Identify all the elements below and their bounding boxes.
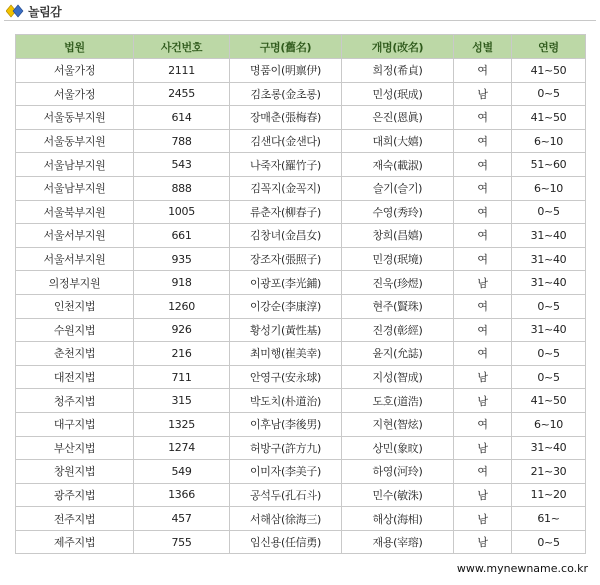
new-name-cell: 해상(海相) — [342, 507, 454, 531]
gender-cell: 여 — [454, 318, 512, 342]
gender-cell: 남 — [454, 389, 512, 413]
new-name-cell: 수영(秀玲) — [342, 200, 454, 224]
gender-cell: 여 — [454, 460, 512, 484]
old-name-cell: 김창녀(金昌女) — [230, 224, 342, 248]
gender-cell: 남 — [454, 530, 512, 554]
case-number-cell: 1260 — [134, 294, 230, 318]
age-cell: 41~50 — [512, 59, 586, 83]
case-number-cell: 614 — [134, 106, 230, 130]
age-cell: 0~5 — [512, 82, 586, 106]
new-name-cell: 창희(昌嬉) — [342, 224, 454, 248]
old-name-cell: 장매춘(張梅春) — [230, 106, 342, 130]
age-cell: 31~40 — [512, 224, 586, 248]
table-row — [16, 507, 586, 531]
old-name-cell: 김꼭지(金꼭지) — [230, 176, 342, 200]
gender-cell: 남 — [454, 507, 512, 531]
gender-cell: 여 — [454, 106, 512, 130]
case-number-cell: 1325 — [134, 412, 230, 436]
header-divider — [4, 20, 596, 21]
case-number-cell: 888 — [134, 176, 230, 200]
case-number-cell: 457 — [134, 507, 230, 531]
old-name-cell: 안영구(安永球) — [230, 365, 342, 389]
age-cell: 6~10 — [512, 129, 586, 153]
table-row — [16, 200, 586, 224]
table-header-row — [16, 35, 586, 59]
case-number-cell: 918 — [134, 271, 230, 295]
age-cell: 0~5 — [512, 200, 586, 224]
table-row — [16, 483, 586, 507]
court-cell: 청주지법 — [16, 389, 134, 413]
new-name-cell: 진경(彰經) — [342, 318, 454, 342]
new-name-cell: 민경(珉境) — [342, 247, 454, 271]
gender-cell: 여 — [454, 342, 512, 366]
table-row — [16, 389, 586, 413]
old-name-cell: 명품이(明禀伊) — [230, 59, 342, 83]
old-name-cell: 이강순(李康淳) — [230, 294, 342, 318]
new-name-cell: 재용(宰瑢) — [342, 530, 454, 554]
court-cell: 서울동부지원 — [16, 106, 134, 130]
new-name-cell: 현주(賢珠) — [342, 294, 454, 318]
table-row — [16, 436, 586, 460]
case-number-cell: 543 — [134, 153, 230, 177]
old-name-cell: 김초롱(金초롱) — [230, 82, 342, 106]
new-name-cell: 슬기(슬기) — [342, 176, 454, 200]
column-header-court: 법원 — [16, 35, 134, 59]
column-header-old-name: 구명(舊名) — [230, 35, 342, 59]
column-header-new-name: 개명(改名) — [342, 35, 454, 59]
new-name-cell: 도호(道浩) — [342, 389, 454, 413]
case-number-cell: 315 — [134, 389, 230, 413]
case-number-cell: 2455 — [134, 82, 230, 106]
table-row — [16, 318, 586, 342]
section-title: 놀림감 — [28, 4, 62, 19]
footer-url: www.mynewname.co.kr — [456, 562, 588, 575]
gender-cell: 여 — [454, 129, 512, 153]
case-number-cell: 1005 — [134, 200, 230, 224]
old-name-cell: 나죽자(羅竹子) — [230, 153, 342, 177]
case-number-cell: 1274 — [134, 436, 230, 460]
age-cell: 31~40 — [512, 247, 586, 271]
court-cell: 대전지법 — [16, 365, 134, 389]
case-number-cell: 1366 — [134, 483, 230, 507]
table-row — [16, 224, 586, 248]
court-cell: 수원지법 — [16, 318, 134, 342]
new-name-cell: 민수(敏洙) — [342, 483, 454, 507]
age-cell: 51~60 — [512, 153, 586, 177]
gender-cell: 남 — [454, 365, 512, 389]
gender-cell: 여 — [454, 224, 512, 248]
gender-cell: 남 — [454, 82, 512, 106]
court-cell: 서울가정 — [16, 59, 134, 83]
column-header-age: 연령 — [512, 35, 586, 59]
age-cell: 0~5 — [512, 365, 586, 389]
age-cell: 0~5 — [512, 294, 586, 318]
old-name-cell: 황성기(黃性基) — [230, 318, 342, 342]
age-cell: 6~10 — [512, 412, 586, 436]
new-name-cell: 지현(智炫) — [342, 412, 454, 436]
age-cell: 31~40 — [512, 436, 586, 460]
age-cell: 0~5 — [512, 530, 586, 554]
table-row — [16, 176, 586, 200]
new-name-cell: 윤지(允誌) — [342, 342, 454, 366]
case-number-cell: 926 — [134, 318, 230, 342]
case-number-cell: 2111 — [134, 59, 230, 83]
table-row — [16, 59, 586, 83]
court-cell: 인천지법 — [16, 294, 134, 318]
old-name-cell: 최미행(崔美幸) — [230, 342, 342, 366]
age-cell: 31~40 — [512, 318, 586, 342]
new-name-cell: 민성(珉成) — [342, 82, 454, 106]
table-row — [16, 530, 586, 554]
age-cell: 0~5 — [512, 342, 586, 366]
court-cell: 서울동부지원 — [16, 129, 134, 153]
old-name-cell: 이광포(李光鋪) — [230, 271, 342, 295]
old-name-cell: 임신용(任信勇) — [230, 530, 342, 554]
age-cell: 6~10 — [512, 176, 586, 200]
court-cell: 춘천지법 — [16, 342, 134, 366]
case-number-cell: 755 — [134, 530, 230, 554]
court-cell: 대구지법 — [16, 412, 134, 436]
case-number-cell: 788 — [134, 129, 230, 153]
table-row — [16, 153, 586, 177]
court-cell: 서울남부지원 — [16, 153, 134, 177]
gender-cell: 남 — [454, 271, 512, 295]
new-name-cell: 은진(恩眞) — [342, 106, 454, 130]
court-cell: 서울북부지원 — [16, 200, 134, 224]
table-body — [16, 59, 586, 554]
new-name-cell: 상민(象旼) — [342, 436, 454, 460]
name-change-table — [15, 34, 586, 554]
table-row — [16, 129, 586, 153]
new-name-cell: 진욱(珍煜) — [342, 271, 454, 295]
age-cell: 21~30 — [512, 460, 586, 484]
column-header-case-number: 사건번호 — [134, 35, 230, 59]
court-cell: 제주지법 — [16, 530, 134, 554]
gender-cell: 여 — [454, 153, 512, 177]
table-row — [16, 365, 586, 389]
column-header-gender: 성별 — [454, 35, 512, 59]
case-number-cell: 711 — [134, 365, 230, 389]
gender-cell: 여 — [454, 247, 512, 271]
court-cell: 광주지법 — [16, 483, 134, 507]
gender-cell: 여 — [454, 294, 512, 318]
new-name-cell: 희정(希貞) — [342, 59, 454, 83]
court-cell: 의정부지원 — [16, 271, 134, 295]
table-row — [16, 460, 586, 484]
age-cell: 41~50 — [512, 106, 586, 130]
old-name-cell: 서해삼(徐海三) — [230, 507, 342, 531]
table-row — [16, 271, 586, 295]
age-cell: 61~ — [512, 507, 586, 531]
case-number-cell: 661 — [134, 224, 230, 248]
gender-cell: 여 — [454, 412, 512, 436]
old-name-cell: 박도치(朴道治) — [230, 389, 342, 413]
table-row — [16, 294, 586, 318]
court-cell: 서울서부지원 — [16, 247, 134, 271]
age-cell: 31~40 — [512, 271, 586, 295]
new-name-cell: 대희(大嬉) — [342, 129, 454, 153]
age-cell: 11~20 — [512, 483, 586, 507]
old-name-cell: 장조자(張照子) — [230, 247, 342, 271]
table-row — [16, 82, 586, 106]
gender-cell: 여 — [454, 200, 512, 224]
old-name-cell: 김샌다(金샌다) — [230, 129, 342, 153]
new-name-cell: 하영(河玲) — [342, 460, 454, 484]
new-name-cell: 재숙(載淑) — [342, 153, 454, 177]
court-cell: 서울서부지원 — [16, 224, 134, 248]
court-cell: 부산지법 — [16, 436, 134, 460]
case-number-cell: 216 — [134, 342, 230, 366]
gender-cell: 남 — [454, 436, 512, 460]
diamond-bullet-icon — [6, 4, 24, 18]
old-name-cell: 허방구(許方九) — [230, 436, 342, 460]
table-row — [16, 106, 586, 130]
gender-cell: 여 — [454, 176, 512, 200]
table-row — [16, 247, 586, 271]
old-name-cell: 이미자(李美子) — [230, 460, 342, 484]
court-cell: 서울가정 — [16, 82, 134, 106]
court-cell: 전주지법 — [16, 507, 134, 531]
court-cell: 창원지법 — [16, 460, 134, 484]
case-number-cell: 549 — [134, 460, 230, 484]
old-name-cell: 류춘자(柳春子) — [230, 200, 342, 224]
table-row — [16, 342, 586, 366]
section-header — [6, 2, 61, 20]
case-number-cell: 935 — [134, 247, 230, 271]
age-cell: 41~50 — [512, 389, 586, 413]
gender-cell: 여 — [454, 59, 512, 83]
old-name-cell: 공석두(孔石斗) — [230, 483, 342, 507]
old-name-cell: 이후남(李後男) — [230, 412, 342, 436]
table-row — [16, 412, 586, 436]
court-cell: 서울남부지원 — [16, 176, 134, 200]
new-name-cell: 지성(智成) — [342, 365, 454, 389]
gender-cell: 남 — [454, 483, 512, 507]
